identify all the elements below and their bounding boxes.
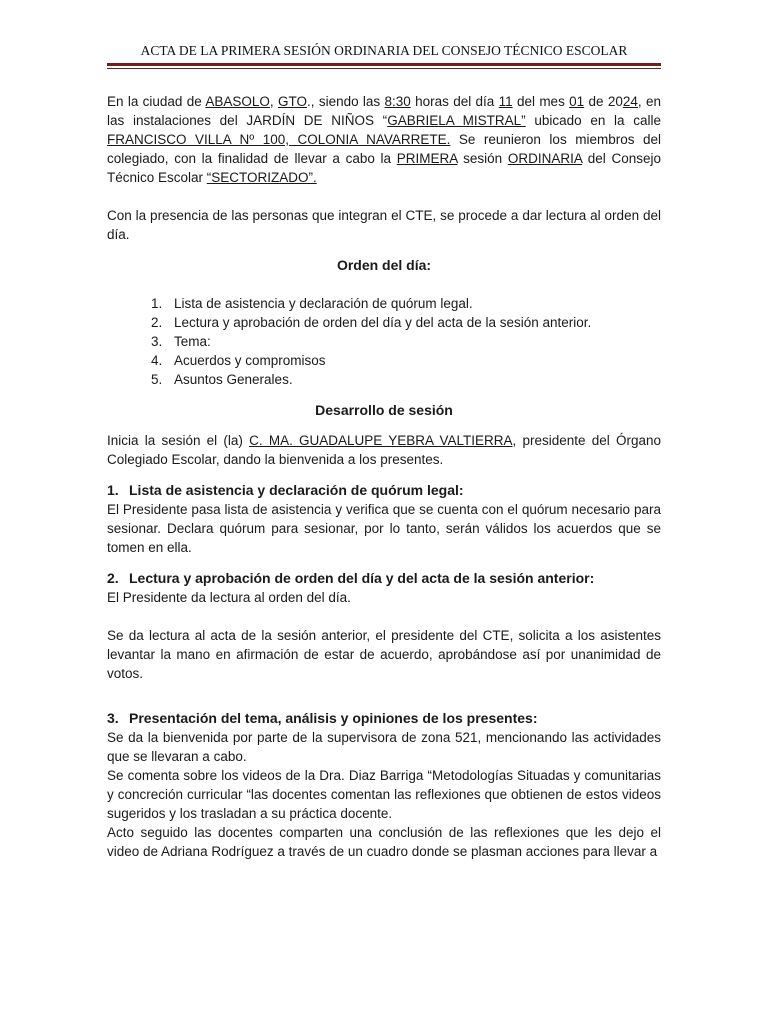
section-title: Presentación del tema, análisis y opiniones de los presentes: — [129, 710, 538, 726]
section-number: 2. — [107, 570, 119, 586]
agenda-item-text: Asuntos Generales. — [174, 372, 293, 387]
intro-text: de 20 — [584, 94, 623, 109]
development-heading: Desarrollo de sesión — [315, 402, 453, 418]
intro-text: , — [269, 94, 278, 109]
president-name: C. MA. GUADALUPE YEBRA VALTIERRA — [249, 433, 513, 448]
agenda-item-number: 2. — [151, 315, 163, 330]
section-heading — [107, 708, 661, 728]
intro-text: horas del día — [410, 94, 499, 109]
city-field: ABASOLO — [205, 94, 270, 109]
agenda-item-text: Acuerdos y compromisos — [174, 353, 326, 368]
time-field: 8:30 — [384, 94, 411, 109]
section-number: 1. — [107, 482, 119, 498]
intro-text: , en las instalaciones del JARDÍN DE NIÑOS “ — [107, 94, 661, 128]
section-title: Lectura y aprobación de orden del día y del acta de la sesión anterior: — [129, 570, 595, 586]
agenda-item-text: Tema: — [174, 334, 211, 349]
agenda-heading: Orden del día: — [336, 257, 432, 273]
school-name-field: GABRIELA MISTRAL” — [387, 113, 526, 128]
section-paragraph: El Presidente pasa lista de asistencia y verifica que se cuenta con el quórum necesario para sesionar. Declara quórum para sesionar, por lo tanto, serán válidos los acuerdos que se tomen en ella. — [107, 502, 661, 555]
state-field: GTO — [277, 94, 307, 109]
agenda-item — [107, 313, 661, 332]
session-number-field: PRIMERA — [396, 151, 458, 166]
section-number: 3. — [107, 710, 119, 726]
intro-text: En la ciudad de — [107, 94, 206, 109]
intro-text: ubicado en la calle — [525, 113, 661, 128]
section-paragraph: Acto seguido las docentes comparten una conclusión de las reflexiones que les dejo el video de Adriana Rodríguez a través de un cuadro donde se plasman acciones para llevar a — [107, 825, 661, 859]
section-paragraph: El Presidente da lectura al orden del día. — [107, 590, 351, 605]
agenda-item — [107, 370, 661, 389]
agenda-item-text: Lista de asistencia y declaración de quórum legal. — [174, 296, 473, 311]
section-heading — [107, 480, 661, 500]
agenda-item — [107, 332, 661, 351]
section-paragraph: Se da lectura al acta de la sesión anterior, el presidente del CTE, solicita a los asistentes levantar la mano en afirmación de estar de acuerdo, aprobándose así por unanimidad de votos. — [107, 628, 661, 681]
document-body — [107, 92, 661, 861]
intro-text: ., siendo las — [307, 94, 385, 109]
agenda-item-number: 3. — [151, 334, 163, 349]
agenda-item — [107, 351, 661, 370]
opening-text: , presidente del Órgano Colegiado Escolar, dando la bienvenida a los presentes. — [107, 433, 662, 467]
document-header: ACTA DE LA PRIMERA SESIÓN ORDINARIA DEL CONSEJO TÉCNICO ESCOLAR — [140, 43, 628, 58]
intro-text: del Consejo Técnico Escolar — [107, 151, 661, 185]
year-field: 24 — [622, 94, 638, 109]
section-paragraph: Se comenta sobre los videos de la Dra. Diaz Barriga “Metodologías Situadas y comunitarias y concreción curricular “las docentes comentan las reflexiones que obtienen de estos videos sugeridos y los trasladan a su práctica docente. — [107, 768, 661, 821]
intro-text: Se reunieron los miembros del colegiado, con la finalidad de llevar a cabo la — [107, 132, 661, 166]
opening-paragraph — [107, 431, 661, 469]
agenda-item-number: 5. — [151, 372, 163, 387]
agenda-item-text: Lectura y aprobación de orden del día y del acta de la sesión anterior. — [174, 315, 592, 330]
presence-paragraph: Con la presencia de las personas que integran el CTE, se procede a dar lectura al orden del día. — [107, 208, 661, 242]
section-title: Lista de asistencia y declaración de quórum legal: — [129, 482, 464, 498]
intro-text: sesión — [457, 151, 508, 166]
address-field: FRANCISCO VILLA Nº 100, COLONIA NAVARRETE. — [107, 132, 451, 147]
agenda-item-number: 4. — [151, 353, 163, 368]
opening-text: Inicia la sesión el (la) — [107, 433, 250, 448]
session-type-field: ORDINARIA — [507, 151, 583, 166]
agenda-list — [107, 294, 661, 389]
intro-paragraph — [107, 92, 661, 187]
header-rule-thin — [107, 68, 661, 69]
intro-text: del mes — [512, 94, 570, 109]
day-field: 11 — [498, 94, 513, 109]
modality-field: “SECTORIZADO”. — [206, 170, 317, 185]
section-heading — [107, 568, 661, 588]
agenda-item — [107, 294, 661, 313]
agenda-item-number: 1. — [151, 296, 163, 311]
section-paragraph: Se da la bienvenida por parte de la supervisora de zona 521, mencionando las actividades que se llevaran a cabo. — [107, 730, 661, 764]
header-rule-thick — [107, 63, 661, 66]
month-field: 01 — [569, 94, 585, 109]
